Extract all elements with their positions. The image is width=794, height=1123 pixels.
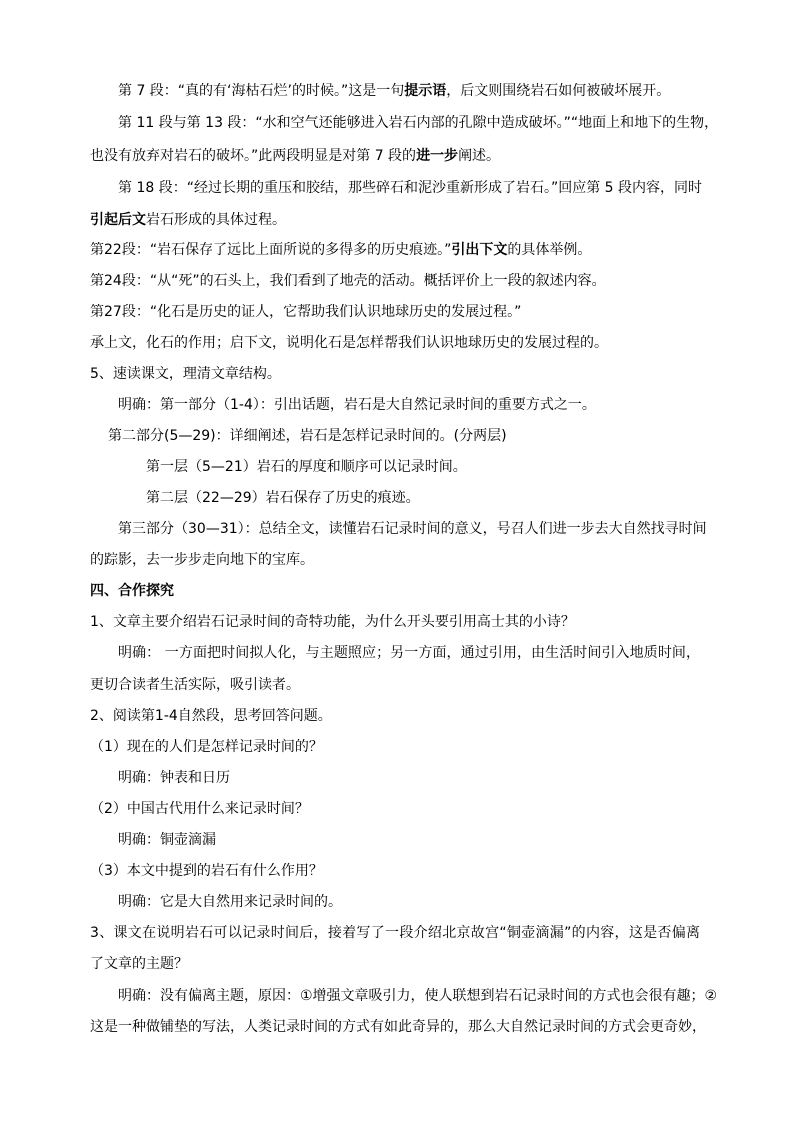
text-line	[90, 240, 700, 260]
bold-run: 四、合作探究	[90, 583, 174, 599]
text-run: 第22段：“岩石保存了远比上面所说的多得多的历史痕迹。”	[90, 242, 452, 258]
text-line	[90, 364, 700, 384]
text-line	[118, 643, 700, 663]
text-run: 1、文章主要介绍岩石记录时间的奇特功能，为什么开头要引用高士其的小诗？	[90, 614, 575, 630]
text-run: 第24段：“从“死”的石头上，我们看到了地壳的活动。概括评价上一段的叙述内容。	[90, 273, 606, 289]
text-run: 阐述。	[458, 148, 501, 164]
text-run: 2、阅读第1-4自然段，思考回答问题。	[90, 708, 332, 724]
text-line	[118, 178, 703, 198]
text-line	[108, 426, 700, 446]
text-line	[118, 395, 700, 415]
text-line	[90, 612, 700, 632]
text-line	[118, 519, 707, 539]
text-line	[118, 986, 718, 1006]
text-run: 明确： 一方面把时间拟人化，与主题照应；另一方面，通过引用，由生活时间引入地质时间，	[118, 645, 700, 661]
text-run: （1）现在的人们是怎样记录时间的？	[90, 739, 323, 755]
text-line	[90, 333, 700, 353]
text-run: 明确：第一部分（1-4）：引出话题，岩石是大自然记录时间的重要方式之一。	[118, 397, 596, 413]
section-heading	[90, 581, 700, 601]
text-line	[90, 675, 700, 695]
text-run: 明确：钟表和日历	[118, 770, 230, 786]
text-line	[90, 706, 700, 726]
text-line	[118, 768, 700, 788]
text-run: 也没有放弃对岩石的破坏。”此两段明显是对第 7 段的	[90, 148, 417, 164]
text-run: 第27段：“化石是历史的证人，它帮助我们认识地球历史的发展过程。”	[90, 304, 522, 320]
text-line	[90, 210, 700, 230]
text-run: 明确：它是大自然用来记录时间的。	[118, 894, 342, 910]
text-line	[146, 488, 700, 508]
text-run: 3、课文在说明岩石可以记录时间后，接着写了一段介绍北京故宫“铜壶滴漏”的内容，这是否偏离	[90, 925, 700, 941]
text-line	[90, 861, 700, 881]
text-run: 第一层（5—21）岩石的厚度和顺序可以记录时间。	[146, 459, 467, 475]
text-run: 第二部分(5—29)：详细阐述，岩石是怎样记录时间的。(分两层)	[108, 428, 507, 444]
text-run: 5、速读课文，理清文章结构。	[90, 366, 281, 382]
text-line	[118, 830, 700, 850]
text-line	[118, 113, 719, 133]
text-run: 这是一种做铺垫的写法，人类记录时间的方式有如此奇异的，那么大自然记录时间的方式会更奇妙，	[90, 1019, 706, 1035]
text-run: 明确：铜壶滴漏	[118, 832, 216, 848]
text-line	[90, 271, 700, 291]
text-line	[90, 737, 700, 757]
text-run: （3）本文中提到的岩石有什么作用？	[90, 863, 323, 879]
text-run: 第 11 段与第 13 段：“水和空气还能够进入岩石内部的孔隙中造成破坏。”“地面上和地下的生物，	[118, 115, 719, 131]
text-line	[90, 923, 700, 943]
text-run: 的踪影，去一步步走向地下的宝库。	[90, 552, 314, 568]
text-line	[90, 302, 700, 322]
bold-run: 引出下文	[451, 242, 508, 258]
text-run: 岩石形成的具体过程。	[146, 212, 286, 228]
text-run: 承上文，化石的作用；启下文，说明化石是怎样帮我们认识地球历史的发展过程的。	[90, 335, 608, 351]
text-run: 的具体举例。	[507, 242, 592, 258]
text-run: 第 18 段：“经过长期的重压和胶结，那些碎石和泥沙重新形成了岩石。”回应第 5 段内容，同时	[118, 180, 703, 196]
text-run: 了文章的主题？	[90, 956, 188, 972]
text-line	[90, 799, 700, 819]
text-run: 第三部分（30—31）：总结全文，读懂岩石记录时间的意义，号召人们进一步去大自然找寻时间	[118, 521, 707, 537]
text-run: 更切合读者生活实际，吸引读者。	[90, 677, 300, 693]
text-line	[90, 550, 700, 570]
text-run: ，后文则围绕岩石如何被破坏展开。	[446, 83, 671, 99]
text-run: 第二层（22—29）岩石保存了历史的痕迹。	[146, 490, 420, 506]
text-run: （2）中国古代用什么来记录时间？	[90, 801, 309, 817]
text-line	[0, 81, 678, 101]
text-run: 明确：没有偏离主题，原因：①增强文章吸引力，使人联想到岩石记录时间的方式也会很有趣；②	[118, 988, 718, 1004]
text-run: 第 7 段：“真的有‘海枯石烂’的时候。”这是一句	[118, 83, 405, 99]
text-line	[118, 892, 700, 912]
bold-run: 引起后文	[90, 212, 146, 228]
bold-run: 提示语	[404, 83, 447, 99]
text-line	[146, 457, 700, 477]
text-line	[90, 1017, 706, 1037]
bold-run: 进一步	[416, 148, 459, 164]
text-line	[90, 146, 700, 166]
text-line	[90, 954, 700, 974]
